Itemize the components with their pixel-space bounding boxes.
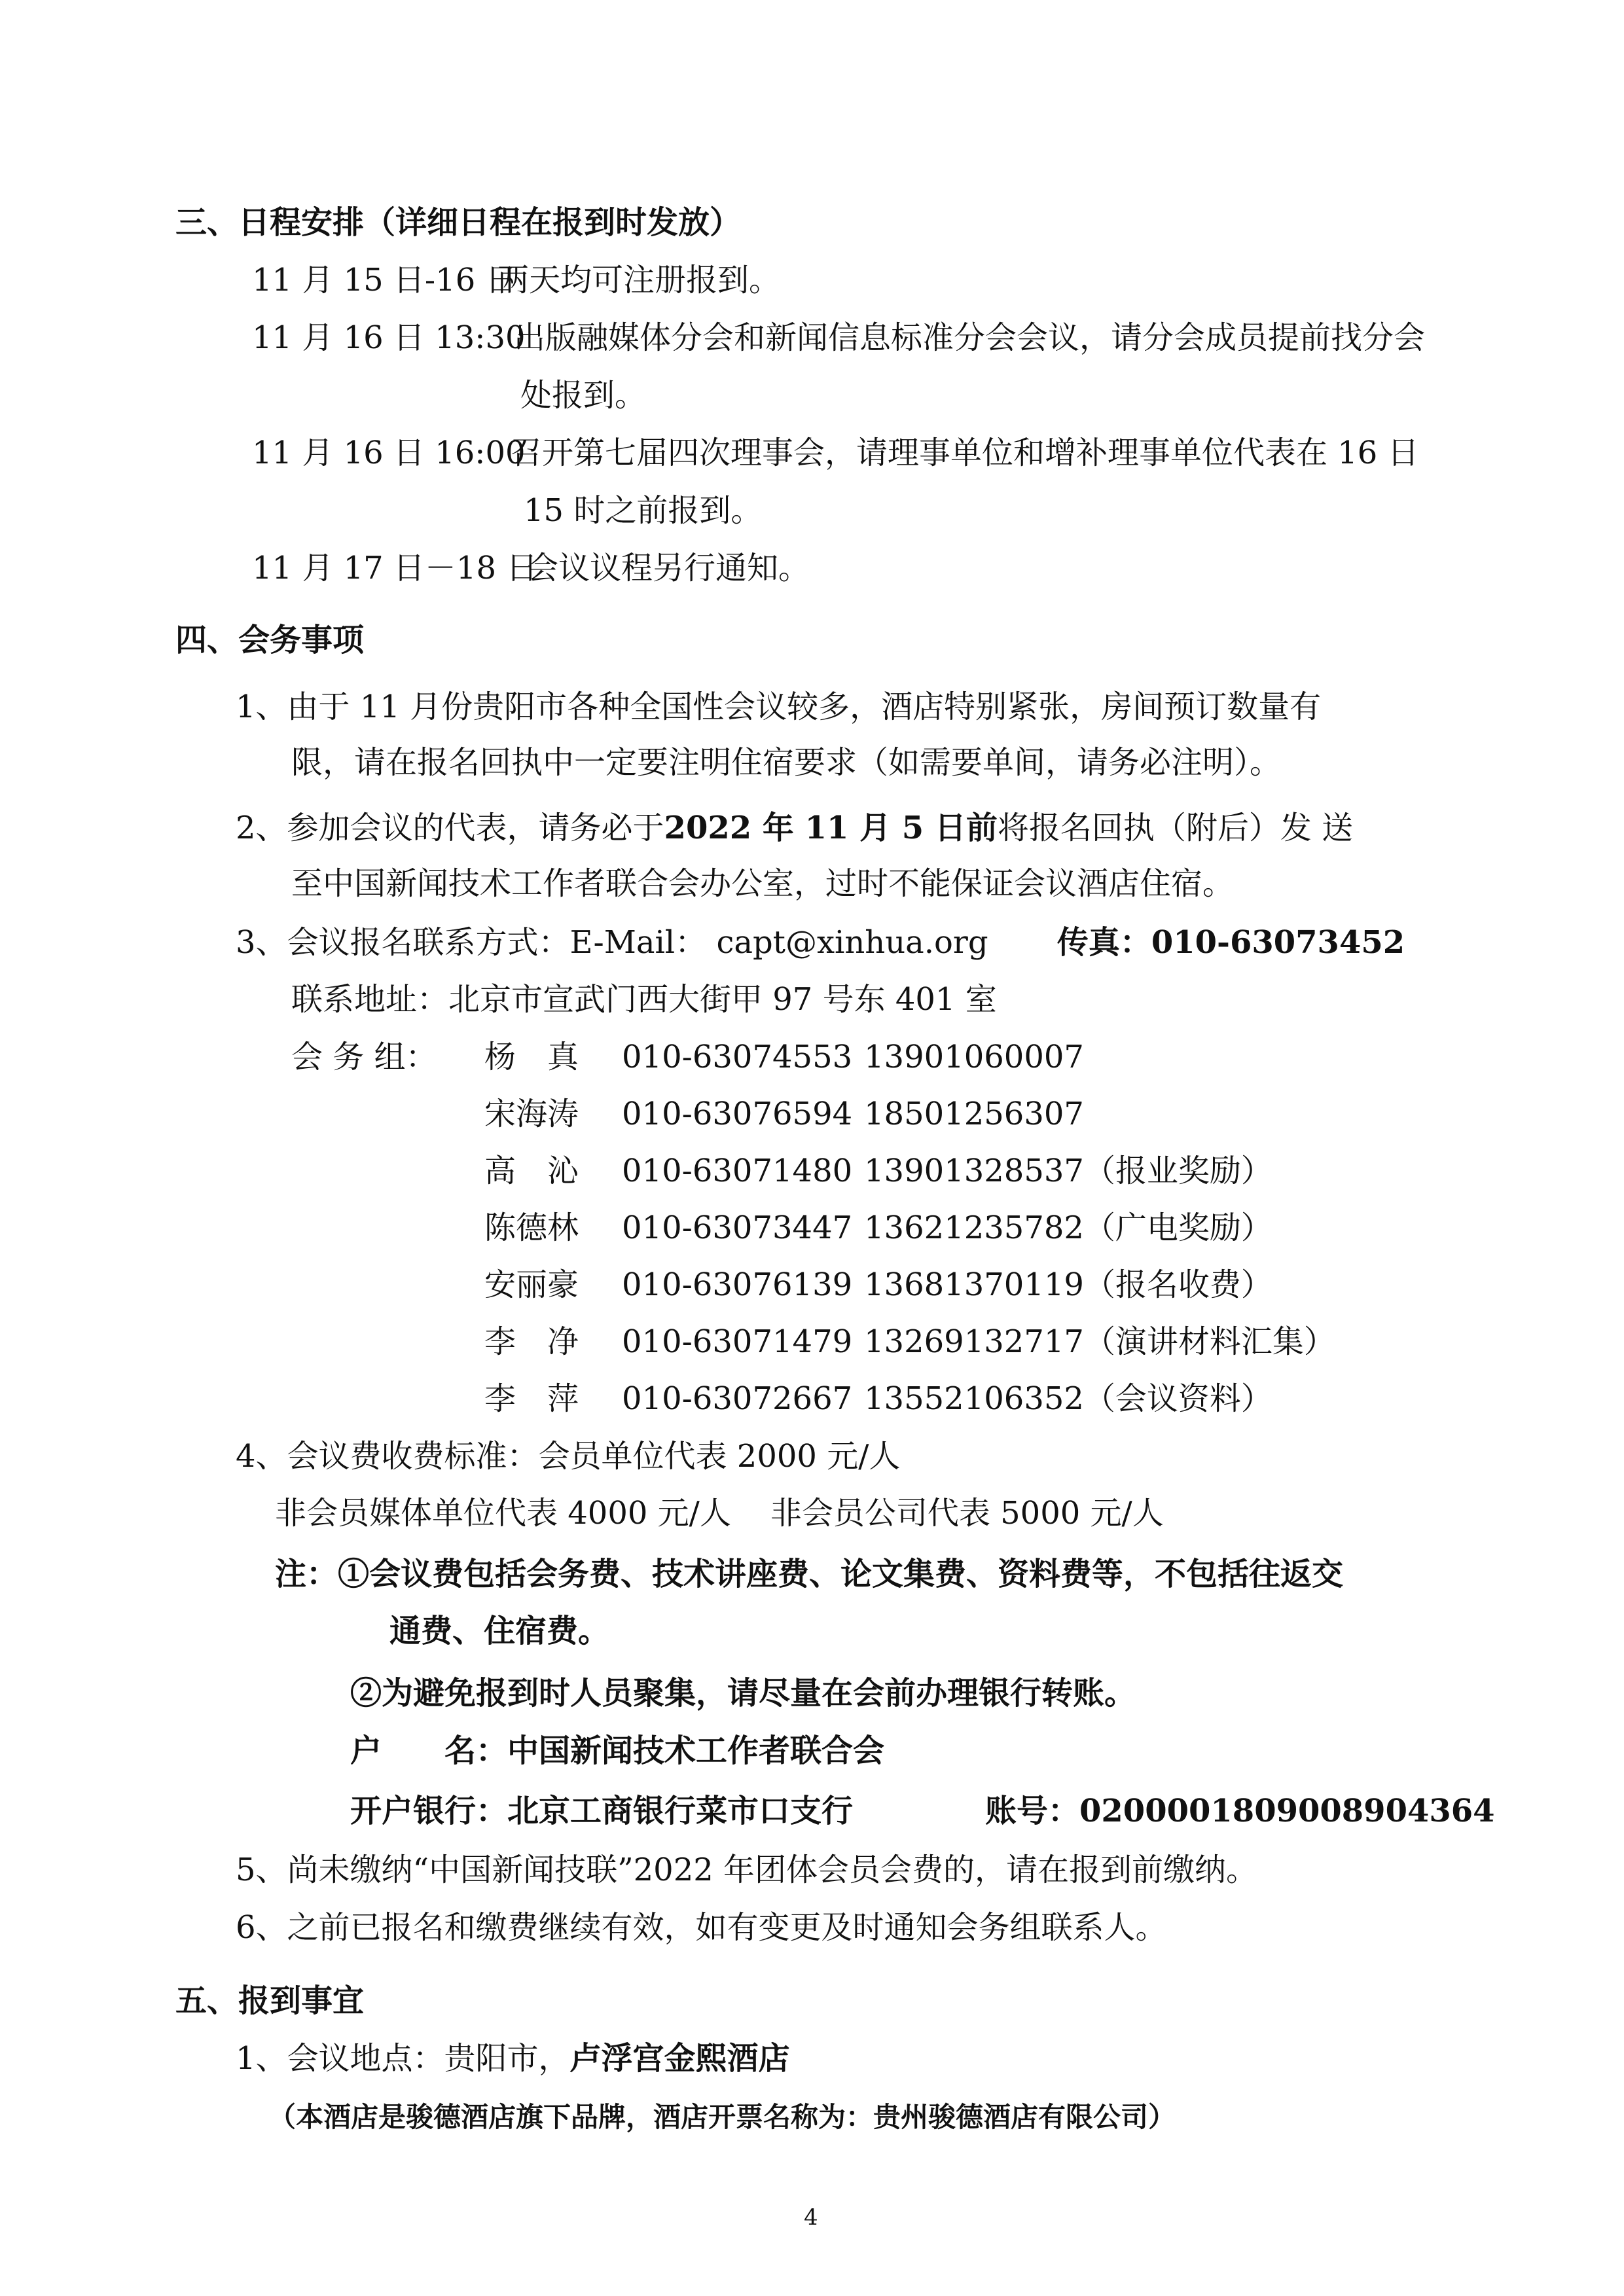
contact-mobile: 13552106352（会议资料） (864, 1380, 1272, 1417)
section3-heading: 三、日程安排（详细日程在报到时发放） (175, 204, 742, 241)
contact-mobile: 18501256307 (864, 1096, 1084, 1132)
account-number: 账号：0200001809008904364 (985, 1793, 1495, 1829)
contact-row (484, 1208, 1272, 1247)
venue-line: 1、会议地点：贵阳市，卢浮宫金熙酒店 (236, 2040, 790, 2077)
item3-contact-line: 3、会议报名联系方式：E-Mail： capt@xinhua.org 传真：010-63073452 (236, 924, 1405, 961)
page-number: 4 (804, 2204, 818, 2231)
schedule-row-2-cont: 处报到。 (520, 377, 647, 414)
fee-note-2: ②为避免报到时人员聚集，请尽量在会前办理银行转账。 (350, 1675, 1136, 1712)
item4-line2: 非会员媒体单位代表 4000 元/人 非会员公司代表 5000 元/人 (275, 1495, 1164, 1532)
schedule-text: 召开第七届四次理事会，请理事单位和增补理事单位代表在 16 日 (511, 435, 1419, 471)
item6: 6、之前已报名和缴费继续有效，如有变更及时通知会务组联系人。 (236, 1909, 1167, 1946)
schedule-text: 出版融媒体分会和新闻信息标准分会会议，请分会成员提前找分会 (514, 319, 1426, 356)
group-label: 会 务 组： (291, 1039, 437, 1075)
registration-deadline: 2022 年 11 月 5 日前 (664, 810, 998, 846)
item1-line1: 1、由于 11 月份贵阳市各种全国性会议较多，酒店特别紧张，房间预订数量有 (236, 689, 1322, 725)
section5-heading: 五、报到事宜 (175, 1982, 365, 2019)
schedule-row-1 (252, 260, 780, 300)
account-name: 户 名：中国新闻技术工作者联合会 (350, 1732, 885, 1769)
schedule-row-3 (252, 433, 1419, 473)
contact-phone: 010-63076594 (622, 1096, 853, 1132)
fee-note-1: 注：①会议费包括会务费、技术讲座费、论文集费、资料费等，不包括往返交 (275, 1556, 1344, 1592)
contact-phone: 010-63071479 (622, 1323, 853, 1360)
schedule-row-2 (252, 318, 1425, 357)
contact-mobile: 13901328537（报业奖励） (864, 1153, 1272, 1189)
contact-row (484, 1037, 1084, 1077)
section4-heading: 四、会务事项 (175, 622, 365, 658)
item5: 5、尚未缴纳“中国新闻技联”2022 年团体会员会费的，请在报到前缴纳。 (236, 1852, 1258, 1888)
item2-line1: 2、参加会议的代表，请务必于2022 年 11 月 5 日前将报名回执（附后）发 送 (236, 810, 1354, 846)
bank-name: 开户银行：北京工商银行菜市口支行 (350, 1793, 854, 1829)
schedule-time: 11 月 17 日－18 日 (252, 550, 538, 586)
schedule-row-3-cont: 15 时之前报到。 (524, 492, 763, 529)
contact-mobile: 13681370119（报名收费） (864, 1266, 1272, 1303)
schedule-time: 11 月 15 日-16 日 (252, 262, 517, 298)
fax-label: 传真：010-63073452 (1056, 924, 1405, 961)
contact-phone: 010-63073447 (622, 1210, 853, 1246)
schedule-text: 两天均可注册报到。 (497, 262, 781, 298)
venue-name: 卢浮宫金熙酒店 (569, 2040, 790, 2077)
address: 联系地址：北京市宣武门西大街甲 97 号东 401 室 (291, 981, 997, 1018)
email-link[interactable]: capt@xinhua.org (716, 924, 988, 961)
schedule-row-4 (252, 548, 810, 588)
contact-row (484, 1265, 1272, 1304)
schedule-time: 11 月 16 日 16:00 (252, 435, 526, 471)
contact-mobile: 13901060007 (864, 1039, 1084, 1075)
contact-name: 宋海涛 (484, 1096, 579, 1132)
contact-name: 杨 真 (484, 1039, 579, 1075)
fee-note-1-cont: 通费、住宿费。 (389, 1613, 610, 1649)
item4-line1: 4、会议费收费标准：会员单位代表 2000 元/人 (236, 1438, 901, 1475)
contact-row (484, 1094, 1084, 1134)
contact-phone: 010-63076139 (622, 1266, 853, 1303)
contact-phone: 010-63071480 (622, 1153, 853, 1189)
contact-row (484, 1151, 1272, 1191)
contact-mobile: 13621235782（广电奖励） (864, 1210, 1272, 1246)
hotel-note: （本酒店是骏德酒店旗下品牌，酒店开票名称为：贵州骏德酒店有限公司） (268, 2101, 1176, 2133)
bank-line (350, 1791, 1495, 1831)
contact-phone: 010-63074553 (622, 1039, 853, 1075)
item2-line2: 至中国新闻技术工作者联合会办公室，过时不能保证会议酒店住宿。 (291, 865, 1235, 902)
schedule-time: 11 月 16 日 13:30 (252, 319, 526, 356)
contact-name: 李 净 (484, 1323, 579, 1360)
contact-name: 陈德林 (484, 1210, 579, 1246)
item1-line2: 限，请在报名回执中一定要注明住宿要求（如需要单间，请务必注明）。 (291, 744, 1282, 781)
contact-name: 安丽豪 (484, 1266, 579, 1303)
contact-row (484, 1322, 1335, 1361)
schedule-text: 会议议程另行通知。 (527, 550, 810, 586)
contact-name: 李 萍 (484, 1380, 579, 1417)
contact-phone: 010-63072667 (622, 1380, 853, 1417)
contact-mobile: 13269132717（演讲材料汇集） (864, 1323, 1335, 1360)
contact-row (484, 1379, 1272, 1418)
contact-name: 高 沁 (484, 1153, 579, 1189)
